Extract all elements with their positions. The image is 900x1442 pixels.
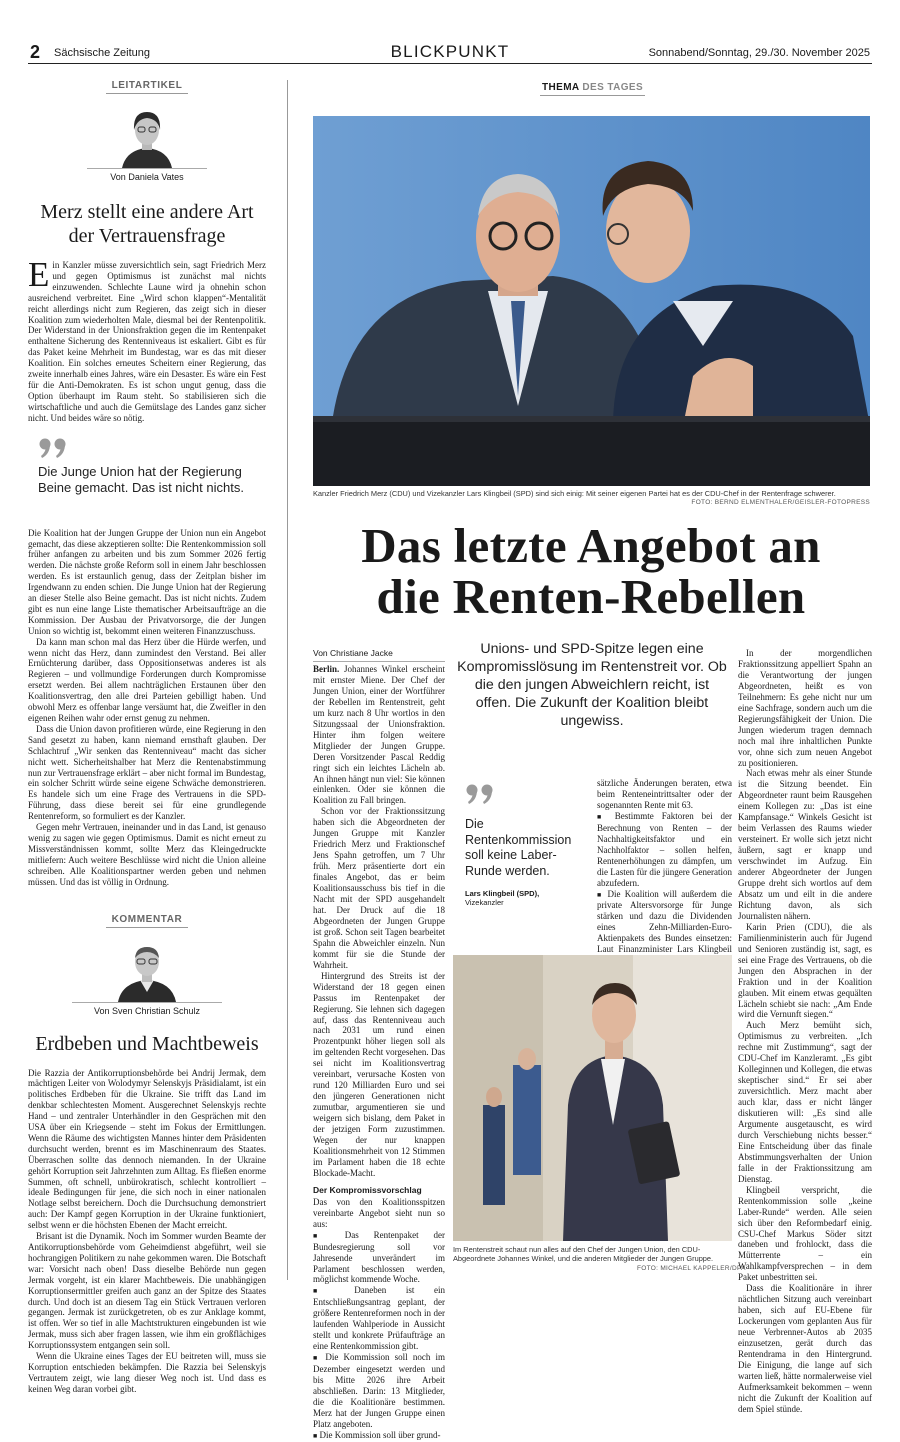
bullet-item: ■ Bestimmte Faktoren bei der Berechnung von Renten – der Nachhaltigkeitsfaktor und ein Nachholfaktor – sollen helfen, Rentenerhöhungen zu dämpfen, um die Lasten für die jüngere Generation abzufedern.: [597, 810, 732, 888]
kommentar-paragraph: Wenn die Ukraine eines Tages der EU beitreten will, muss sie Korruption entschieden bekämpfen. Die Razzia bei Selenskyjs Vertrautem zeigt, wie lang dieser Weg noch ist. Und dass es keinen Weg daran vorbei gibt.: [28, 1351, 266, 1394]
bullet-item: ■ Die Kommission soll über grund-: [313, 1429, 441, 1440]
kommentar-body: [28, 1068, 266, 1395]
section-title: BLICKPUNKT: [390, 42, 510, 61]
leitartikel-byline: Von Daniela Vates: [87, 168, 207, 182]
kommentar-byline: Von Sven Christian Schulz: [72, 1002, 222, 1016]
leitartikel-body-continued: [28, 528, 266, 888]
photo-winkel-credit: FOTO: MICHAEL KAPPELER/DPA: [637, 1265, 746, 1272]
leitartikel-body: [28, 255, 266, 424]
main-photo-merz-klingbeil: [313, 116, 870, 486]
photo-winkel-image: [453, 955, 732, 1241]
thema-kicker: THEMA DES TAGES: [540, 82, 645, 96]
pull-quote-text: Die Rentenkommission soll keine Laber-Runde werden.: [465, 817, 572, 878]
portrait-image: [116, 940, 178, 1002]
bullet-item: ■ Daneben ist ein Entschließungsantrag geplant, der größere Rentenreformen noch in der laufenden Wahlperiode in Aussicht stellt und konkrete Prüfaufträge an eine Rentenkommission gibt.: [313, 1285, 446, 1352]
photo-winkel-caption: Im Rentenstreit schaut nun alles auf den Chef der Jungen Union, den CDU-Abgeordnete Johannes Winkel, und die anderen Mitglieder der Jungen Gruppe.: [453, 1245, 714, 1263]
author-portrait-schulz: [28, 936, 266, 1002]
main-pull-quote: [465, 784, 585, 907]
leitartikel-paragraph: Dass die Union davon profitieren würde, eine Regierung in den Sand gesetzt zu haben, kann niemand ernsthaft glauben. Der Schlachtruf „Wir senken das Rentenniveau“ macht das sicher nicht wett. Sicherheitshalber hat Merz die Rentenabstimmung nun zur Vertrauensfrage erklärt – aber nicht formal im Bundestag, ein solcher Schritt würde seine eigene Schwäche demonstrieren. Es handele sich um eine Frage des Vertrauens in die SPD-Führung, dass diese bereit sei für eine grundlegende Rentenreform, so formuliert es der Kanzler.: [28, 723, 266, 822]
issue-date: Sonnabend/Sonntag, 29./30. November 2025: [648, 47, 870, 59]
article-paragraph: Auch Merz bemüht sich, Optimismus zu verbreiten. „Ich rechne mit Zustimmung“, sagt der CDU-Chef im Kanzleramt. „Es gibt Kolleginnen und Kollegen, die etwas skeptischer sind.“ Er sei aber zuversichtlich. Merz macht aber auch klar, dass er nicht länger diskutieren will: „Es sind alle Argumente ausgetauscht, es wird durch Verschiebung nichts besser.“ Eine Entscheidung über das finale Abstimmungsverhalten der Union falle in der Fraktionssitzung am Dienstag.: [738, 1020, 872, 1184]
column-divider: [287, 80, 288, 1280]
pull-quote-author: Lars Klingbeil (SPD),: [465, 889, 540, 898]
article-paragraph: Johannes Winkel erscheint mit ernster Miene. Der Chef der Jungen Union, einer der Wortführer der Rebellen im Rentenstreit, geht um kurz nach 8 Uhr wortlos in den Sitzungssaal der Unionsfraktion. Hinter ihm folgen weitere Mitglieder der Jungen Gruppe. Deren Vorsitzender Pascal Reddig ringt sich ein leichtes Lächeln ab. An ihnen hängt nun viel: Sie können einlenken. Oder sie können die Koalition zu Fall bringen.: [313, 664, 445, 806]
main-byline: Von Christiane Jacke: [313, 648, 445, 662]
quote-mark-icon: [38, 438, 68, 460]
main-column-1: [313, 664, 445, 1442]
article-paragraph: Schon vor der Fraktionssitzung haben sich die Abgeordneten der Jungen Gruppe mit Kanzler Friedrich Merz und Fraktionschef Jens Spahn getroffen, um 7 Uhr früh. Merz präsentierte dort ein finales Angebot, das er beim Koalitionsausschuss bis tief in die Nacht mit der SPD ausgehandelt hat. Der Druck auf die 18 Abgeordneten der Jungen Gruppe ist groß. Schon seit Tagen bearbeitet Spahn die Abweichler einzeln. Nun kommt für sie die Stunde der Wahrheit.: [313, 806, 445, 970]
page-header: [28, 40, 872, 64]
author-portrait-vates: [28, 102, 266, 168]
main-column-3: [738, 648, 872, 1415]
leitartikel-paragraph: in Kanzler müsse zuversichtlich sein, sagt Friedrich Merz und gegen Optimismus ist zunächst mal nichts einzuwenden. Schlechte Laune wird ja ohnehin schon ausreichend verbreitet. Eine „Wird schon klappen“-Mentalität reicht allerdings nicht zum Regieren, das zeigt sich in dieser Koalition zum wiederholten Male, diesmal bei der Rentenpolitik. Der Widerstand in der Unionsfraktion gegen die im Rentenpaket enthaltene Sicherung des Rentenniveaus ist eskaliert. Gibt es für das Paket keine Mehrheit im Bundestag, war es das mit dieser Koalition. Ein solches erneutes Scheitern einer Regierung, das zweite innerhalb eines Jahres, wäre ein Desaster. Es wäre ein Fest für die Anti-Demokraten. Es ist schon ungut genug, dass die Option überhaupt im Raum steht. So stabilisieren sich die wirtschaftliche und auch die Gemütslage des Landes ganz sicher nicht. Und beides wäre so nötig.: [28, 260, 266, 423]
article-paragraph: Klingbeil verspricht, die Rentenkommission solle „keine Laber-Runde“ werden. Alle seien sich über den Reformbedarf einig. CSU-Chef Markus Söder sitzt daneben und frohlockt, dass die Mütterrente – ein Wahlkampfversprechen – in dem Paket unbestritten sei.: [738, 1184, 872, 1283]
leitartikel-pull-quote: [38, 438, 266, 496]
dropcap: E: [28, 255, 50, 294]
leitartikel-kicker: LEITARTIKEL: [28, 80, 266, 94]
leitartikel-paragraph: Gegen mehr Vertrauen, ineinander und in das Land, ist genauso wenig zu sagen wie gegen Optimismus. Damit es nicht erneut zu Missverständnissen kommt, sollte Merz das Kleingedruckte mitliefern: Auch weitere Beschlüsse wird nicht die Union alleine schreiben. Alle Koalitionspartner werden geben und nehmen müssen. Und das ist völlig in Ordnung.: [28, 822, 266, 887]
main-photo-credit: FOTO: BERND ELMENTHALER/GEISLER-FOTOPRESS: [691, 499, 870, 506]
bullet-item: ■ Die Koalition will außerdem die private Altersvorsorge für Junge stärken und dazu die Dividenden eines Zehn-Milliarden-Euro-Aktienpakets des Bundes einsetzen: Laut Finanzminister Lars Klingbeil: [597, 888, 733, 955]
subheading: Der Kompromissvorschlag: [313, 1184, 422, 1195]
kommentar-headline: Erdbeben und Machtbeweis: [35, 1032, 259, 1055]
newspaper-name: Sächsische Zeitung: [54, 47, 150, 59]
article-paragraph: Hintergrund des Streits ist der Widerstand der 18 gegen einen Passus im Rentenpaket der Regierung. Sie lehnen sich dagegen auf, dass das Rentenniveau auch nach 2031 um rund einen Prozentpunkt höher liegen soll als im geltenden Recht vorgesehen. Das sei nicht im Koalitionsvertrag vereinbart, verursache Kosten von rund 120 Milliarden Euro und sei den jüngeren Generationen nicht zumutbar, argumentieren sie und weigern sich bislang, dem Paket in der jetzigen Form zuzustimmen. Wegen der nur knappen Koalitionsmehrheit von 12 Stimmen im Parlament haben die 18 echte Blockade-Macht.: [313, 970, 445, 1178]
left-column: [28, 80, 266, 1394]
quote-mark-icon: [465, 784, 495, 806]
pull-quote-text: Die Junge Union hat der Regierung Beine gemacht. Das ist nicht nichts.: [38, 463, 244, 495]
leitartikel-paragraph: Die Koalition hat der Jungen Gruppe der Union nun ein Angebot gemacht, das diese akzeptieren sollte: Die Rentenkommission soll früher anfangen zu arbeiten und bis zum Sommer 2026 fertig werden. Die nächste große Reform soll in einem Jahr beschlossen werden. Es ist erstaunlich genug, dass der Zeitplan bisher im Irgendwann zu enden schien. Die Junge Union hat der Regierung an dieser Stelle also Beine gemacht. Das ist nicht nichts. Zudem gibt es nun eine lange Liste thematischer Arbeitsaufträge an die Kommission. Der Ausbau der Privatvorsorge, die der Jungen Union so wichtig ist, bekommt einen weiteren Finanzzuschuss.: [28, 527, 266, 636]
pull-quote-role: Vizekanzler: [465, 898, 504, 907]
leitartikel-headline: Merz stellt eine andere Art der Vertrauensfrage: [40, 201, 254, 247]
page-number: 2: [30, 42, 41, 62]
article-paragraph: Karin Prien (CDU), die als Familienministerin auch für Jugend und Senioren zuständig ist, sagt, es sei eine Frage des Vertrauens, ob die Jungen den Absprachen in der Fraktion und in der Koalition glauben. Mit einem etwas gequälten Lächeln schiebt sie nach: „Am Ende wird die Vernunft siegen.“: [738, 921, 872, 1020]
headline-line: die Renten-Rebellen: [376, 569, 806, 624]
kommentar-paragraph: Brisant ist die Dynamik. Noch im Sommer wurden Beamte der Antikorruptionsbehörde vom Geheimdienst abgeführt, weil sie hochrangigen Politikern zu nahe gekommen waren. Die Botschaft war: Vorsicht nach oben! Dass dieselbe Behörde nun gegen Jermak vorgeht, ist ein klarer Machtbeweis. Die unabhängigen Korruptionsermittler greifen auch ganz an der Spitze des Staates durch. Und doch ist an diesem Tag ein Stück Vertrauen verloren gegangen. Jermak ist zurückgetreten, ob es zur Anklage kommt, ist offen. Wer so tief in alle Machtstrukturen eingebunden ist wie Jermak, muss sich aber fragen lassen, wie ihm ein großflächiges Korruptionssystem entgangen sein soll.: [28, 1231, 266, 1351]
bullet-item: ■ Die Kommission soll noch im Dezember eingesetzt werden und bis Mitte 2026 ihre Arbeit abschließen. Darin: 13 Mitglieder, die die Koalitionäre bestimmen. Merz hat der Jungen Gruppe einen Platz angeboten.: [313, 1352, 446, 1429]
article-paragraph: sätzliche Änderungen beraten, etwa beim Renteneintrittsalter oder der sogenannten Rente mit 63.: [597, 778, 732, 810]
main-photo-image: [313, 116, 870, 486]
portrait-image: [118, 106, 176, 168]
main-photo-caption: Kanzler Friedrich Merz (CDU) und Vizekanzler Lars Klingbeil (SPD) sind sich einig: Mit seiner eigenen Partei hat es der CDU-Chef in der Rentenfrage schwerer.: [313, 489, 836, 498]
main-headline: [310, 520, 872, 622]
article-paragraph: In der morgendlichen Fraktionssitzung appelliert Spahn an die Verantwortung der jungen Abgeordneten, heißt es von Teilnehmern: Es gehe nicht nur um eine Sachfrage, sondern auch um die Regierungsfähigkeit der Union. Die Jungen wiederum tragen demnach noch mal ihre inhaltlichen Punkte vor, ohne sich zum neuen Angebot zu positionieren.: [738, 648, 872, 768]
headline-line: Das letzte Angebot an: [361, 518, 821, 573]
kommentar-paragraph: Die Razzia der Antikorruptionsbehörde bei Andrij Jermak, dem mächtigen Leiter von Wolodymyr Selenskyjs Präsidialamt, ist ein politisches Erdbeben für die Ukraine. Sie trifft das Land im denkbar schlechtesten Moment. Ausgerechnet Selenskyjs rechte Hand – und zentraler Unterhändler in den Gesprächen mit den USA über ein Kriegsende – steht im Fokus der Ermittlungen. Wenn die Räume des wichtigsten Mannes hinter dem Präsidenten durchsucht werden, brennt es im Maschinenraum des Staates. Überraschen sollte das dennoch niemanden. In der Ukraine gehört Korruption seit Jahrzehnten zum Alltag. Es fließen enorme Summen, oft schnell, unbürokratisch, schlecht kontrolliert – ideale Bedingungen für jene, die sich noch in einer nationalen Notlage selbst bereichern. Doch die Durchsuchung demonstriert auch: Der Kampf gegen Korruption in der Ukraine funktioniert, selbst wenn er die höchsten Ebenen der Macht erreicht.: [28, 1067, 266, 1231]
dateline: Berlin.: [313, 664, 340, 674]
article-paragraph: Dass die Koalitionäre in ihrer nächtlichen Sitzung auch vereinbart haben, sich auf EU-Ebene für Lockerungen vom geplanten Aus für neue Verbrenner-Autos ab 2035 einzusetzen, gerät durch das Rentendrama in den Hintergrund. Die Einigung, die lange auf sich warten ließ, hätte normalerweise viel Aufmerksamkeit bekommen – wenn nicht die Zukunft der Koalition auf dem Spiel stünde.: [738, 1283, 872, 1414]
article-paragraph: Das von den Koalitionsspitzen vereinbarte Angebot sieht nun so aus:: [313, 1196, 445, 1229]
main-deck: Unions- und SPD-Spitze legen eine Kompromisslösung im Rentenstreit vor. Ob die den jungen Abweichlern reicht, ist offen. Die Zukunft der Koalition bleibt ungewiss.: [457, 641, 727, 729]
article-paragraph: Nach etwas mehr als einer Stunde ist die Sitzung beendet. Ein Abgeordneter raunt beim Rausgehen einem Kollegen zu: „Das ist eine Kampfansage.“ Winkels Gesicht ist beim Verlassen des Raums wieder versteinert. Er wolle sich jetzt nicht äußern, sagt er knapp und verschwindet im Aufzug. Ein anderer Abgeordneter der Jungen Gruppe dreht sich wortlos auf dem Absatz um und eilt in die andere Richtung davon, als sich Journalisten nähern.: [738, 768, 872, 921]
photo-winkel: [453, 955, 732, 1241]
leitartikel-paragraph: Da kann man schon mal das Herz über die Hürde werfen, und wenn nicht das Herz, dann zumindest den Verstand. Bei aller Ernüchterung darüber, dass Oppositionsetwas anderes ist als Regieren – und vollmundige Forderungen durch Kompromisse ersetzt werden. Bei allem nachträglichen Erstaunen über den Koalitionsvertrag, den alle drei Parteien gebilligt haben. Und obwohl Merz es offenbar lange versäumt hat, die Zweifler in den eigenen Reihen wahr oder ernst genug zu nehmen.: [28, 636, 266, 723]
bullet-item: ■ Das Rentenpaket der Bundesregierung soll vor Jahresende unverändert im Parlament beschlossen werden, möglichst kommende Woche.: [313, 1229, 446, 1285]
kommentar-kicker: KOMMENTAR: [28, 914, 266, 928]
